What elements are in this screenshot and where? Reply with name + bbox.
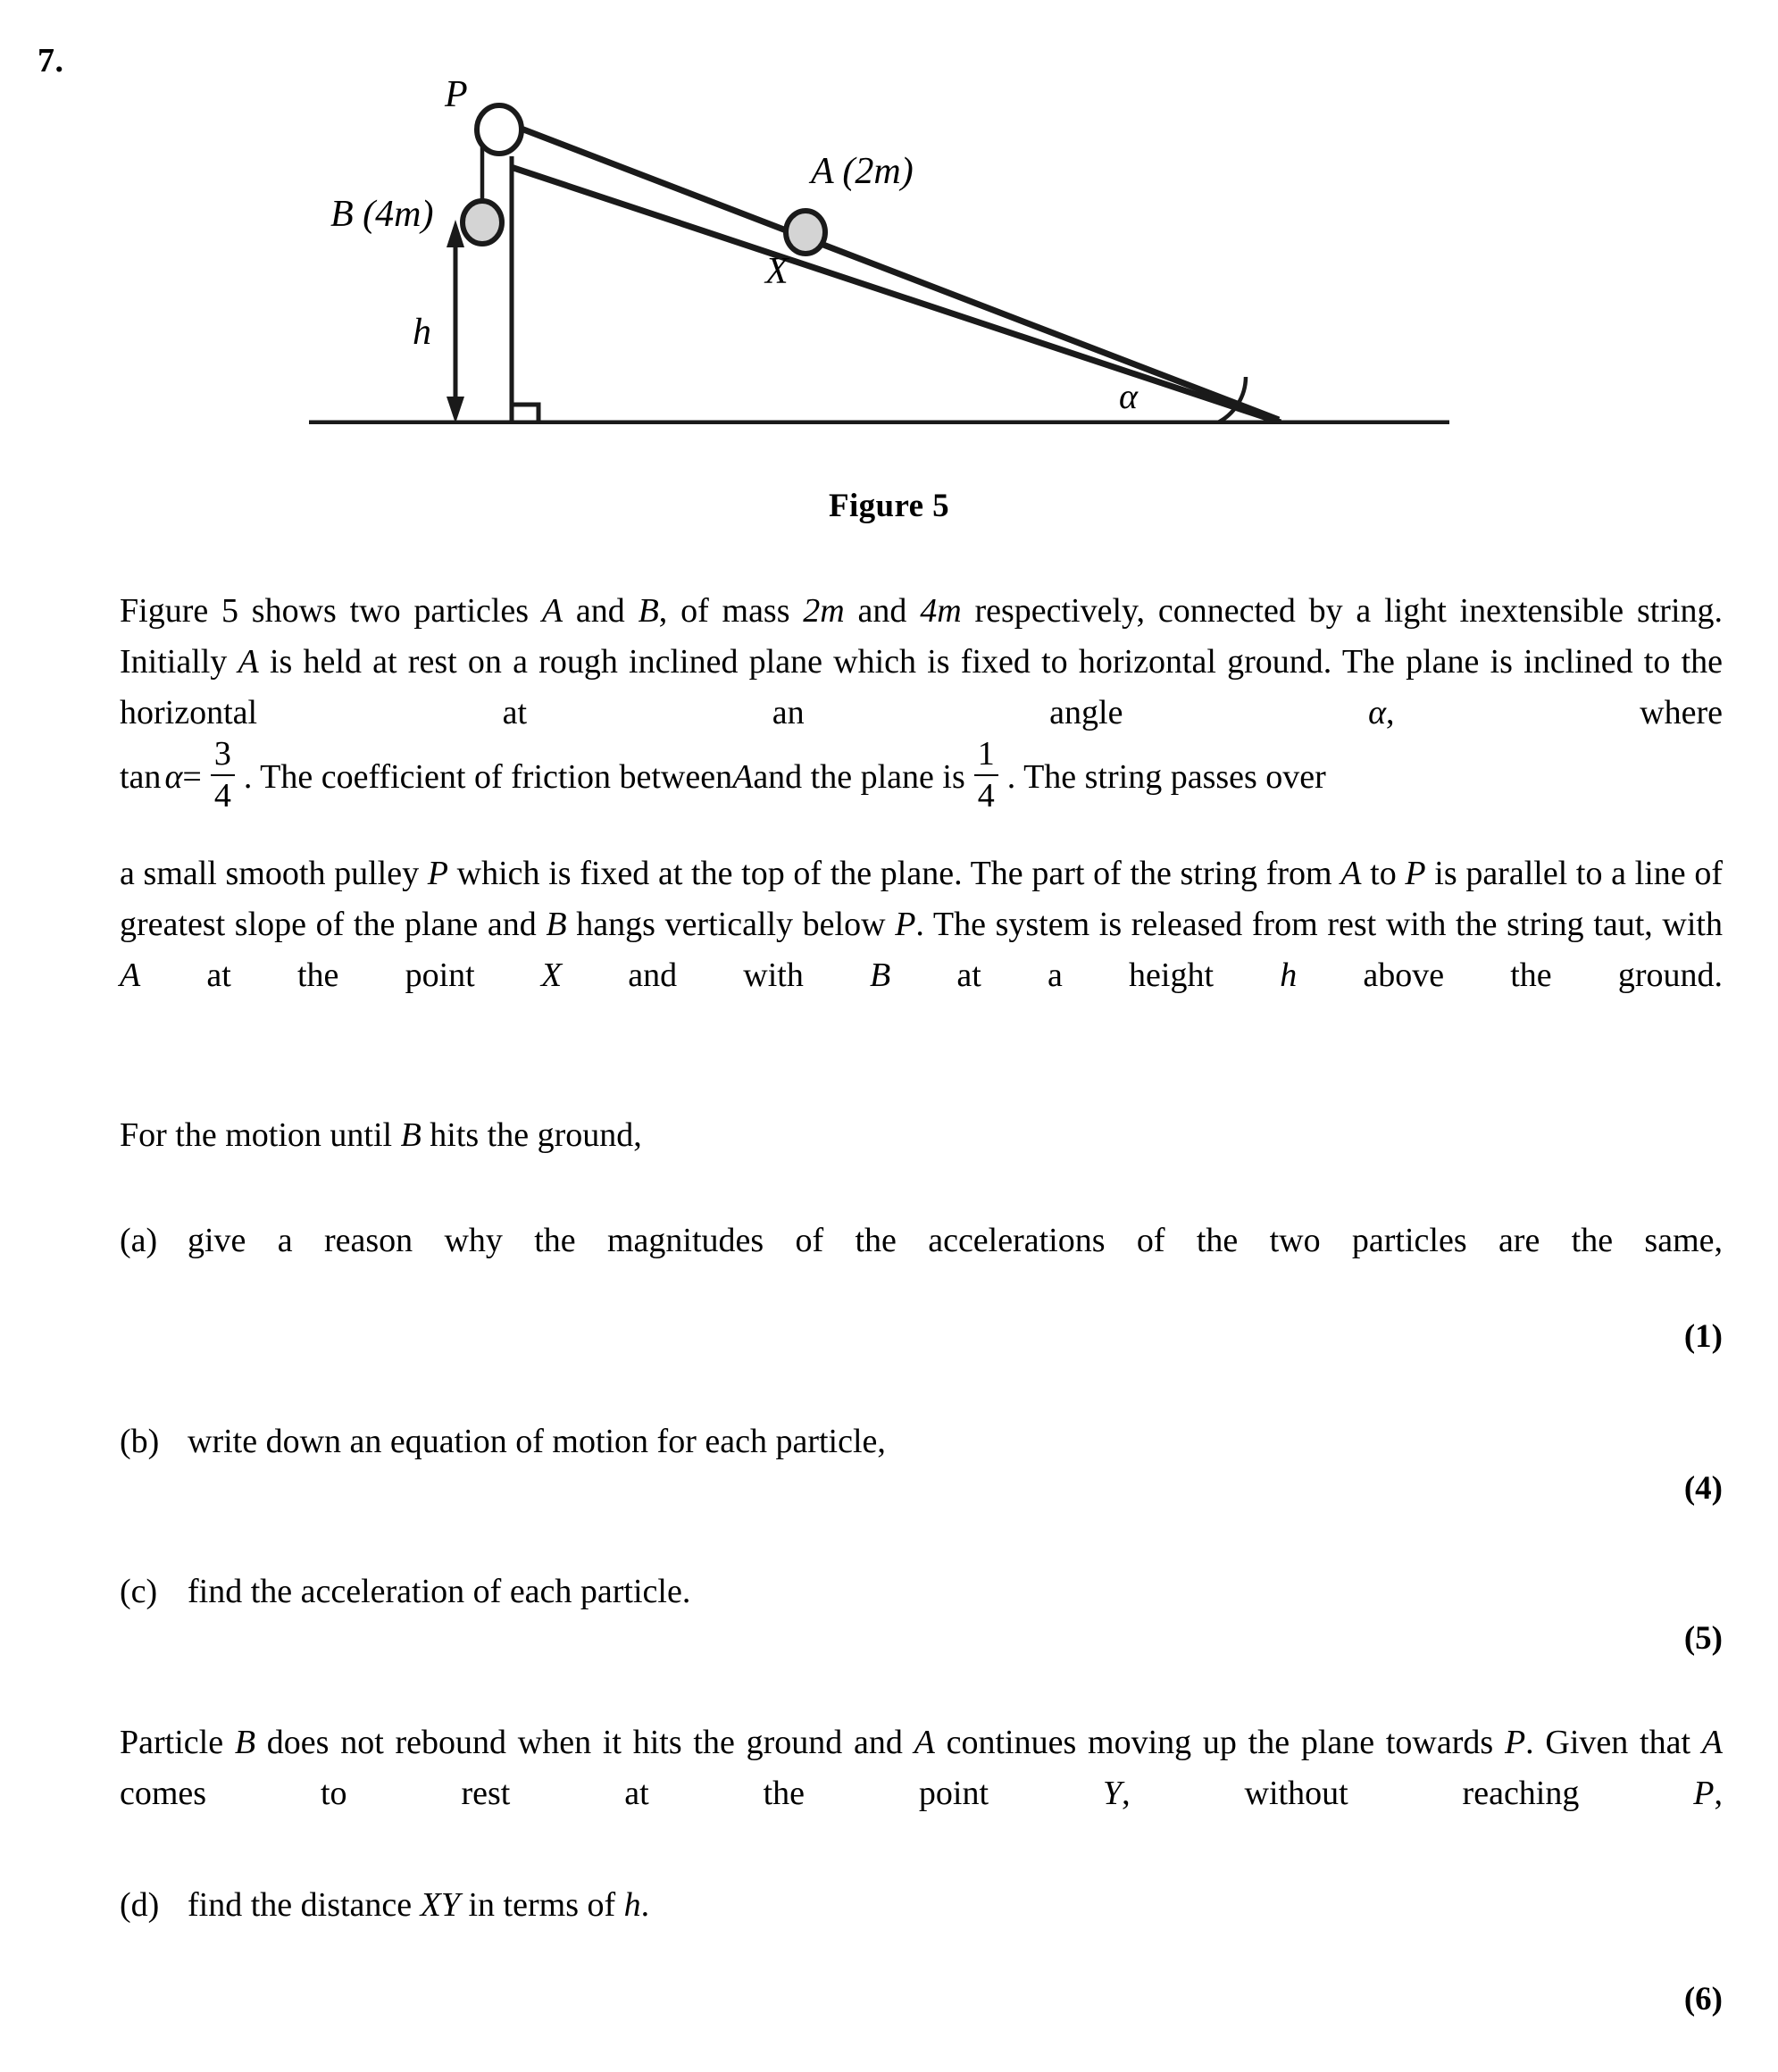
part-d-text-a: find the distance: [188, 1886, 421, 1924]
stem-text-a: Figure 5 shows two particles: [120, 592, 542, 630]
question-stem-part2: [120, 848, 1723, 1052]
stem-mid-text-1: . The coefficient of friction between: [243, 757, 733, 796]
stem3-var-A2: A: [1701, 1724, 1723, 1761]
stem2-var-P: P: [427, 855, 448, 892]
figure-label-pulley: P: [445, 74, 468, 115]
stem2-var-A: A: [1340, 855, 1362, 892]
stem-text-c: , of mass: [658, 592, 804, 630]
question-part-d: [120, 1880, 1723, 1931]
stem3-var-A: A: [914, 1724, 935, 1761]
figure-label-point-x: X: [765, 251, 789, 292]
stem2-text-d: is parallel to a line of greatest slope of the plane and: [120, 855, 1723, 943]
particle-b: [463, 201, 502, 244]
intro-text-a: For the motion until: [120, 1116, 401, 1154]
stem-var-A: A: [541, 592, 563, 630]
tan-alpha: α: [164, 757, 183, 796]
stem3-var-P: P: [1504, 1724, 1526, 1761]
intro-text-b: hits the ground,: [421, 1116, 642, 1154]
part-d-text: [188, 1880, 1723, 1931]
part-d-text-c: .: [640, 1886, 650, 1924]
stem3-text-c: continues moving up the plane towards: [934, 1724, 1505, 1761]
stem-mass-2m: 2m: [803, 592, 845, 630]
stem3-text-e: comes to rest at the point: [120, 1775, 1103, 1812]
fraction-denominator: 4: [213, 776, 231, 815]
stem3-text-g: ,: [1714, 1775, 1723, 1812]
fraction-bar: [974, 774, 998, 776]
part-d-var-h: h: [623, 1886, 641, 1924]
stem2-var-P2: P: [1405, 855, 1426, 892]
stem3-var-P2: P: [1693, 1775, 1715, 1812]
pulley-p: [477, 105, 522, 154]
part-b-text: write down an equation of motion for each particle,: [188, 1423, 886, 1460]
part-a-text: give a reason why the magnitudes of the accelerations of the two particles are the same,: [188, 1222, 1723, 1259]
stem3-text-d: . Given that: [1525, 1724, 1702, 1761]
question-stem-fractions-line: [120, 735, 1723, 815]
figure-label-height-h: h: [413, 312, 431, 353]
stem3-var-B: B: [234, 1724, 256, 1761]
fraction-denominator: 4: [977, 776, 995, 815]
stem3-text-b: does not rebound when it hits the ground and: [255, 1724, 914, 1761]
stem-var-alpha: α: [1368, 694, 1387, 731]
stem2-text-g: at the point: [140, 957, 541, 994]
stem-text-b: and: [563, 592, 639, 630]
part-d-marks: (6): [1683, 1981, 1723, 2018]
stem3-text-a: Particle: [120, 1724, 235, 1761]
stem2-text-h: and with: [562, 957, 871, 994]
figure-label-angle-alpha: α: [1119, 376, 1138, 416]
fraction-bar: [211, 774, 235, 776]
stem-text-d: and: [844, 592, 921, 630]
fraction-friction-coefficient: [972, 737, 1000, 814]
stem-paragraph-3: [120, 1717, 1723, 1870]
question-number: 7.: [38, 42, 64, 79]
part-d-label: (d): [120, 1886, 160, 1924]
stem2-var-P3: P: [895, 906, 916, 943]
part-d-var-XY: XY: [420, 1886, 460, 1924]
part-d-text-b: in terms of: [460, 1886, 624, 1924]
question-part-a: [120, 1216, 1723, 1317]
question-part-c: [120, 1567, 1723, 1617]
question-part-b: [120, 1416, 1723, 1467]
stem2-var-B: B: [546, 906, 567, 943]
stem-mass-4m: 4m: [920, 592, 962, 630]
stem2-text-f: . The system is released from rest with the string taut, with: [915, 906, 1723, 943]
part-a-marks: (1): [1683, 1318, 1723, 1355]
stem-text-e: respectively, connected by a light inextensible string. Initially: [120, 592, 1724, 681]
part-b-label: (b): [120, 1423, 160, 1460]
part-b-marks: (4): [1683, 1470, 1723, 1507]
tan-label: tan: [120, 757, 162, 796]
stem2-text-a: a small smooth pulley: [120, 855, 428, 892]
intro-var-B: B: [400, 1116, 422, 1154]
stem2-text-e: hangs vertically below: [566, 906, 896, 943]
part-c-marks: (5): [1683, 1620, 1723, 1657]
equals-sign: =: [182, 757, 202, 796]
figure-caption: Figure 5: [828, 488, 950, 524]
stem-text-f: is held at rest on a rough inclined plane which is fixed to horizontal ground. The plane is inclined to the horizontal at an angle: [120, 643, 1723, 731]
stem-var-A2: A: [238, 643, 259, 681]
figure-label-particle-b: B (4m): [330, 194, 434, 235]
stem2-text-b: which is fixed at the top of the plane. The part of the string from: [447, 855, 1341, 892]
part-c-label: (c): [120, 1573, 158, 1610]
stem2-text-c: to: [1361, 855, 1406, 892]
particle-a: [786, 211, 825, 254]
fraction-numerator: 3: [213, 735, 231, 773]
fraction-tan-alpha: [209, 737, 237, 814]
stem-mid-text-3: . The string passes over: [1006, 757, 1326, 796]
stem-paragraph-2: [120, 848, 1723, 1052]
stem2-text-i: at a height: [890, 957, 1281, 994]
question-stem-part3: [120, 1717, 1723, 1870]
motion-intro-line: [120, 1110, 1723, 1161]
part-c-text: find the acceleration of each particle.: [188, 1573, 691, 1610]
fraction-numerator: 1: [977, 735, 995, 773]
stem-text-g: , where: [1386, 694, 1723, 731]
stem-var-B: B: [638, 592, 659, 630]
stem2-var-B2: B: [870, 957, 891, 994]
figure-5-diagram: [0, 49, 1778, 424]
intro-text: [120, 1110, 1723, 1161]
stem2-var-h: h: [1280, 957, 1298, 994]
part-a-label: (a): [120, 1222, 158, 1259]
stem3-text-f: , without reaching: [1122, 1775, 1694, 1812]
stem2-var-X: X: [540, 957, 563, 994]
stem3-var-Y: Y: [1102, 1775, 1123, 1812]
stem-mid-text-2: and the plane is: [753, 757, 965, 796]
stem2-text-j: above the ground.: [1297, 957, 1724, 994]
stem-mid-var-A: A: [732, 757, 754, 796]
figure-label-particle-a: A (2m): [811, 151, 914, 192]
stem2-var-A2: A: [120, 957, 141, 994]
height-h-arrow: [447, 220, 464, 423]
